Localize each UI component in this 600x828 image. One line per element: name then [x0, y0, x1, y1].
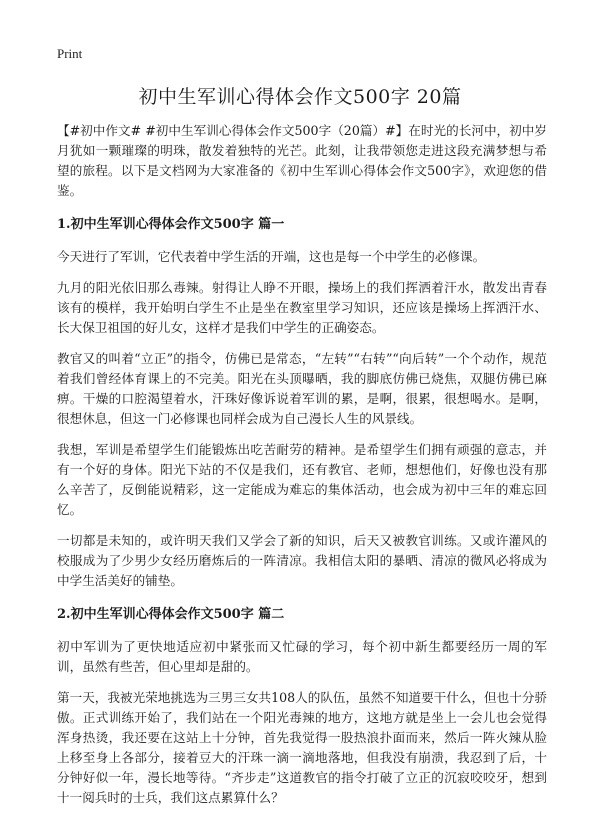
- paragraph: 今天进行了军训，它代表着中学生活的开端，这也是每一个中学生的必修课。: [57, 249, 486, 264]
- paragraph: 初中军训为了更快地适应初中紧张而又忙碌的学习，每个初中新生都要经历一周的军训，虽然有些苦，但心里却是甜的。: [57, 639, 547, 674]
- paragraph: 我想，军训是希望学生们能锻炼出吃苦耐劳的精神。是希望学生们拥有顽强的意志，并有一个好的身体。阳光下站的不仅是我们，还有教官、老师，想想他们，好像也没有那么辛苦了，反倒能说精彩，这一定能成为难忘的集体活动，也会成为初中三年的难忘回忆。: [57, 442, 547, 517]
- intro-paragraph: 【#初中作文# #初中生军训心得体会作文500字（20篇）#】在时光的长河中，初中岁月犹如一颗璀璨的明珠，散发着独特的光芒。此刻，让我带领您走进这段充满梦想与希望的旅程。以下是文档网为大家准备的《初中生军训心得体会作文500字》，欢迎您的借鉴。: [57, 123, 547, 198]
- paragraph: 一切都是未知的，或许明天我们又学会了新的知识，后天又被教官训练。又或许灌风的校服成为了少男少女经历磨炼后的一阵清凉。我相信太阳的暴晒、清凉的微风必将成为中学生活美好的铺垫。: [57, 533, 547, 588]
- section-heading: 1.初中生军训心得体会作文500字 篇一: [57, 217, 285, 232]
- paragraph: 九月的阳光依旧那么毒辣。射得让人睁不开眼，操场上的我们挥洒着汗水，散发出青春该有的模样，我开始明白学生不止是坐在教室里学习知识，还应该是操场上挥洒汗水、长大保卫祖国的好儿女，这样才是我们中学生的正确姿态。: [57, 280, 547, 335]
- section-heading: 2.初中生军训心得体会作文500字 篇二: [57, 607, 285, 622]
- page-title: 初中生军训心得体会作文500字 20篇: [138, 86, 462, 108]
- paragraph: 第一天，我被光荣地挑选为三男三女共108人的队伍，虽然不知道要干什么，但也十分骄傲。正式训练开始了，我们站在一个阳光毒辣的地方，这地方就是坐上一会儿也会觉得浑身热烫，我还要在这站上十分钟，首先我觉得一股热浪扑面而来，然后一阵火辣从脸上移至身上各部分，接着豆大的汗珠一滴一滴地落地，但我没有崩溃，我忍到了后，十分钟好似一年，漫长地等待。“齐步走”这道教官的指令打破了立正的沉寂咬咬牙，想到十一阅兵时的士兵，我们这点累算什么？: [57, 690, 548, 805]
- print-label: Print: [57, 46, 83, 61]
- paragraph: 教官又的叫着“立正”的指令，仿佛已是常态，“左转”“右转”“向后转”一个个动作，规范着我们曾经体育课上的不完美。阳光在头顶曝晒，我的脚底仿佛已烧焦，双腿仿佛已麻痹。干燥的口腔渴望着水，汗珠好像诉说着军训的累，是啊，很累，很想喝水。是啊，很想休息，但这一门必修课也同样会成为自己漫长人生的风景线。: [57, 351, 547, 426]
- article-body: [57, 121, 547, 819]
